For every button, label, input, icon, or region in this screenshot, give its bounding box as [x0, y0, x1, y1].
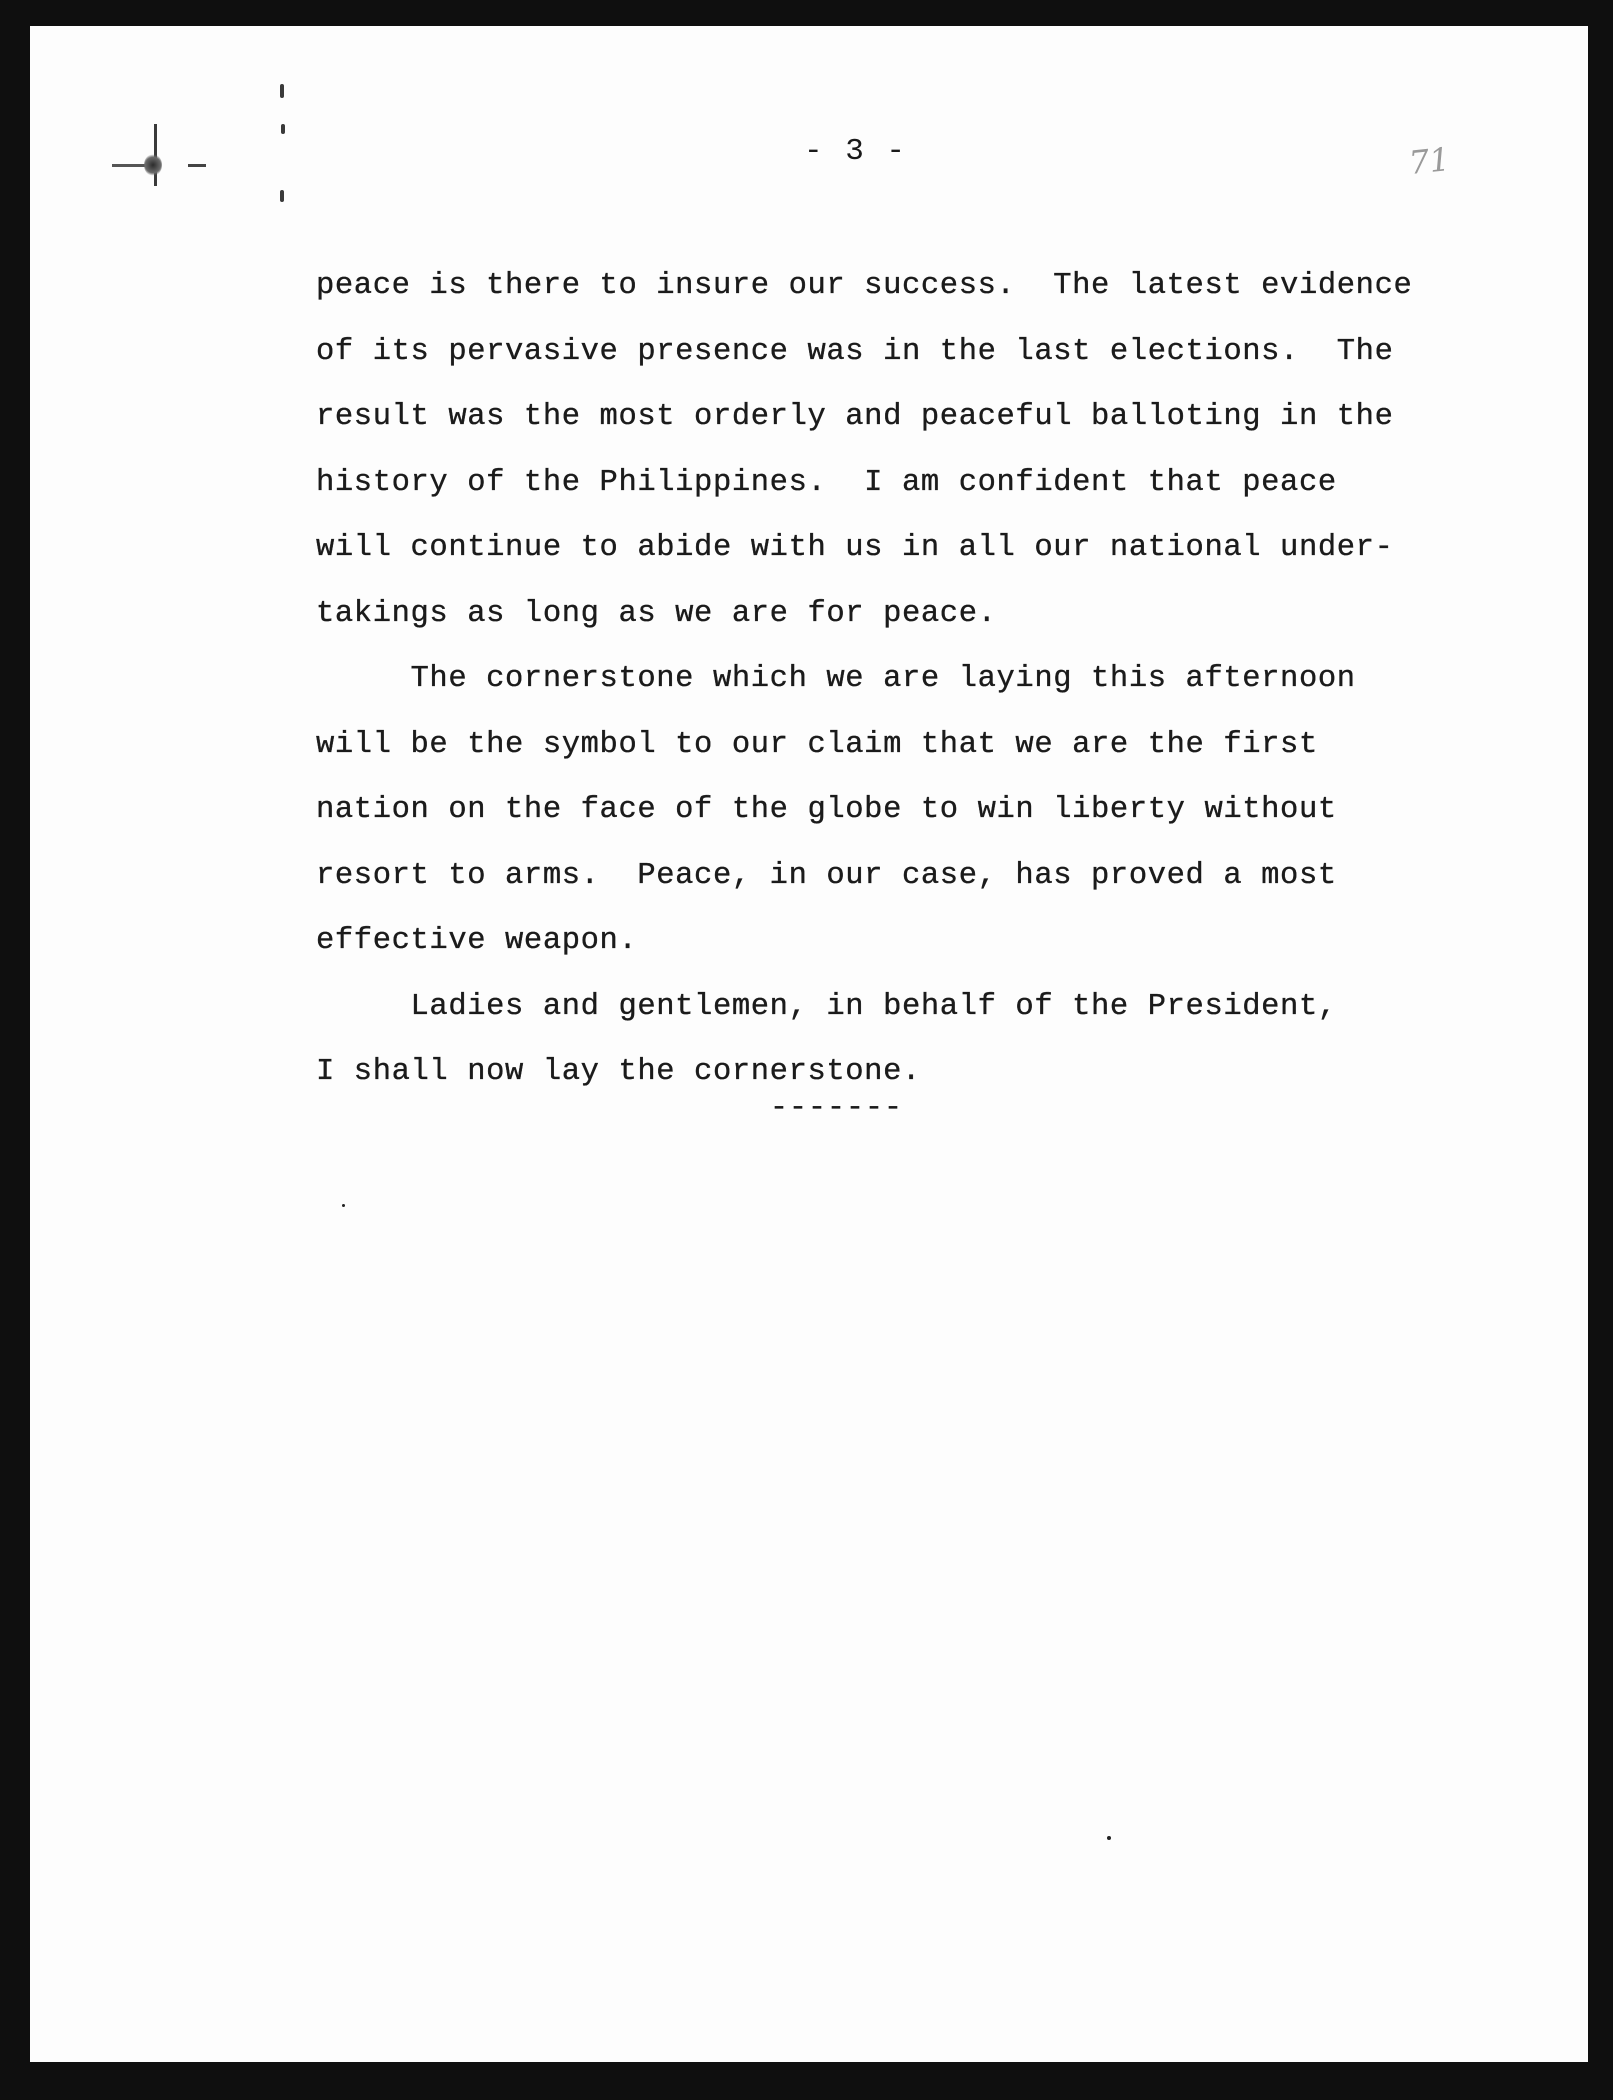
text-line: will continue to abide with us in all our national under-: [316, 531, 1394, 565]
page-number: - 3 -: [804, 134, 908, 169]
text-line: takings as long as we are for peace.: [316, 596, 997, 631]
text-line: peace is there to insure our success. The latest evidence: [316, 269, 1413, 303]
punch-mark: [280, 84, 284, 98]
punch-mark: [280, 190, 284, 202]
handwritten-folio: 71: [1407, 139, 1452, 183]
text-line: of its pervasive presence was in the last elections. The: [316, 334, 1394, 369]
text-line: resort to arms. Peace, in our case, has proved a most: [316, 858, 1337, 893]
end-rule: -------: [770, 1091, 904, 1125]
text-line: nation on the face of the globe to win liberty without: [316, 793, 1337, 827]
text-line: I shall now lay the cornerstone.: [316, 1055, 921, 1089]
speck: [1107, 1836, 1111, 1840]
text-line: result was the most orderly and peaceful balloting in the: [316, 400, 1394, 434]
ink-blot: [144, 154, 162, 176]
speck: [342, 1204, 345, 1207]
text-line: history of the Philippines. I am confident that peace: [316, 465, 1337, 500]
text-line: will be the symbol to our claim that we are the first: [316, 727, 1318, 762]
punch-mark: [281, 124, 285, 134]
text-line: Ladies and gentlemen, in behalf of the President,: [316, 989, 1337, 1024]
text-line: The cornerstone which we are laying this afternoon: [316, 662, 1356, 696]
binding-mark: [188, 164, 206, 167]
text-line: effective weapon.: [316, 924, 638, 958]
body-text: [316, 254, 1476, 1106]
